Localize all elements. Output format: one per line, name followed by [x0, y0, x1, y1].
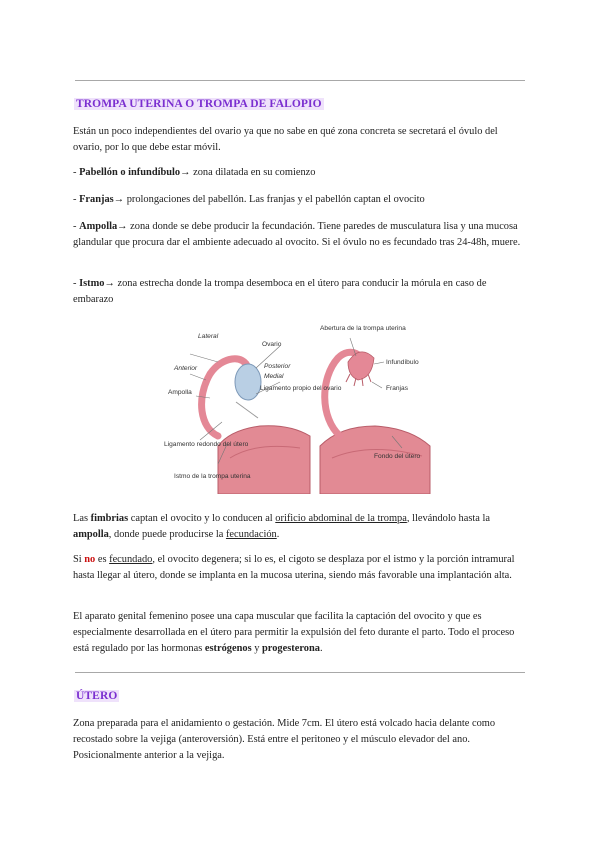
item-dash: - [73, 194, 80, 205]
text-run: , llevándolo hasta la [406, 513, 490, 524]
paragraph-fecundado [73, 552, 525, 584]
paragraph-fimbrias [73, 511, 525, 543]
paragraph-capa-muscular [73, 609, 525, 657]
middle-rule [75, 672, 525, 673]
label-ampolla: Ampolla [168, 389, 192, 396]
fallopian-tube-figure [160, 318, 440, 494]
text-run: es [95, 554, 110, 565]
item-term: Ampolla [79, 221, 118, 232]
label-fondo: Fondo del útero [374, 453, 421, 460]
arrow-icon: → [180, 167, 191, 178]
item-term: Franjas [79, 194, 114, 205]
label-infundibulo: Infundíbulo [386, 359, 419, 366]
term-fimbrias: fimbrias [90, 513, 129, 524]
label-ovario: Ovario [262, 341, 282, 348]
label-posterior: Posterior [264, 363, 291, 370]
item-dash: - [73, 167, 80, 178]
label-franjas: Franjas [386, 385, 408, 392]
item-ampolla [73, 219, 525, 251]
label-abertura: Abertura de la trompa uterina [320, 325, 406, 332]
text-run: . [319, 643, 323, 654]
label-istmo: Istmo de la trompa uterina [174, 473, 251, 480]
paragraph-utero: Zona preparada para el anidamiento o gestación. Mide 7cm. El útero está volcado hacia delante como recostado sobre la vejiga (anteroversión). Está entre el peritoneo y el músculo elevador del ano. Posicionalmente anterior a la vejiga. [73, 718, 496, 761]
term-estrogenos: estrógenos [204, 643, 252, 654]
intro-paragraph: Están un poco independientes del ovario ya que no sabe en qué zona concreta se secretará el óvulo del ovario, por lo que debe estar móvil. [73, 126, 498, 153]
label-medial: Medial [264, 373, 284, 380]
item-franjas [73, 192, 525, 208]
term-ampolla: ampolla [73, 529, 109, 540]
term-no: no [84, 554, 96, 565]
item-pabellon [73, 165, 525, 181]
item-istmo [73, 276, 525, 308]
text-run: Si [73, 554, 85, 565]
item-text: zona donde se debe producir la fecundación. Tiene paredes de musculatura lisa y una mucosa glandular que procura dar el ambiente adecuado al ovocito. Si el óvulo no es fecundado tras 24-48h, muere. [73, 221, 521, 248]
term-fecundado: fecundado [109, 554, 153, 565]
top-rule [75, 80, 525, 81]
text-run: captan el ovocito y lo conducen al [128, 513, 276, 524]
text-run: El aparato genital femenino posee una capa muscular que facilita la captación del ovocito y que es especialmente desarrollada en el útero para permitir la expulsión del feto durante el parto. Todo el proceso está regulado por las hormonas [73, 611, 515, 654]
uterus-left-shape [218, 426, 310, 494]
item-text: zona dilatada en su comienzo [190, 167, 316, 178]
label-ligamento-propio: Ligamento propio del ovario [260, 385, 342, 392]
text-run: , donde puede producirse la [108, 529, 226, 540]
term-fecundacion: fecundación [225, 529, 277, 540]
term-progesterona: progesterona [262, 643, 320, 654]
fimbriae-shape [348, 352, 374, 380]
arrow-icon: → [104, 278, 115, 289]
item-text: prolongaciones del pabellón. Las franjas y el pabellón captan el ovocito [124, 194, 425, 205]
term-orificio: orificio abdominal de la trompa [275, 513, 407, 524]
item-term: Istmo [79, 278, 105, 289]
text-run: . [276, 529, 280, 540]
item-dash: - [73, 278, 80, 289]
text-run: y [251, 643, 263, 654]
label-ligamento-redondo-text: Ligamento redondo del útero [164, 441, 249, 448]
label-lateral: Lateral [198, 333, 219, 340]
arrow-icon: → [113, 194, 125, 205]
text-run: Las [73, 513, 91, 524]
item-text: zona estrecha donde la trompa desemboca en el útero para conducir la mórula en caso de embarazo [73, 278, 487, 305]
arrow-icon: → [117, 221, 128, 232]
item-term: Pabellón o infundíbulo [79, 167, 181, 178]
ovary-shape [235, 364, 261, 400]
label-anterior: Anterior [174, 365, 198, 372]
label-ligamento-redondo [164, 441, 249, 448]
item-dash: - [73, 221, 80, 232]
section-title-trompa: TROMPA UTERINA O TROMPA DE FALOPIO [76, 98, 322, 110]
section-title-utero: ÚTERO [76, 690, 118, 702]
text-run: , el ovocito degenera; si lo es, el cigoto se desplaza por el istmo y la porción intramural hasta llegar al útero, donde se implanta en la mucosa uterina, siendo más favorable una implantación alta. [73, 554, 515, 581]
